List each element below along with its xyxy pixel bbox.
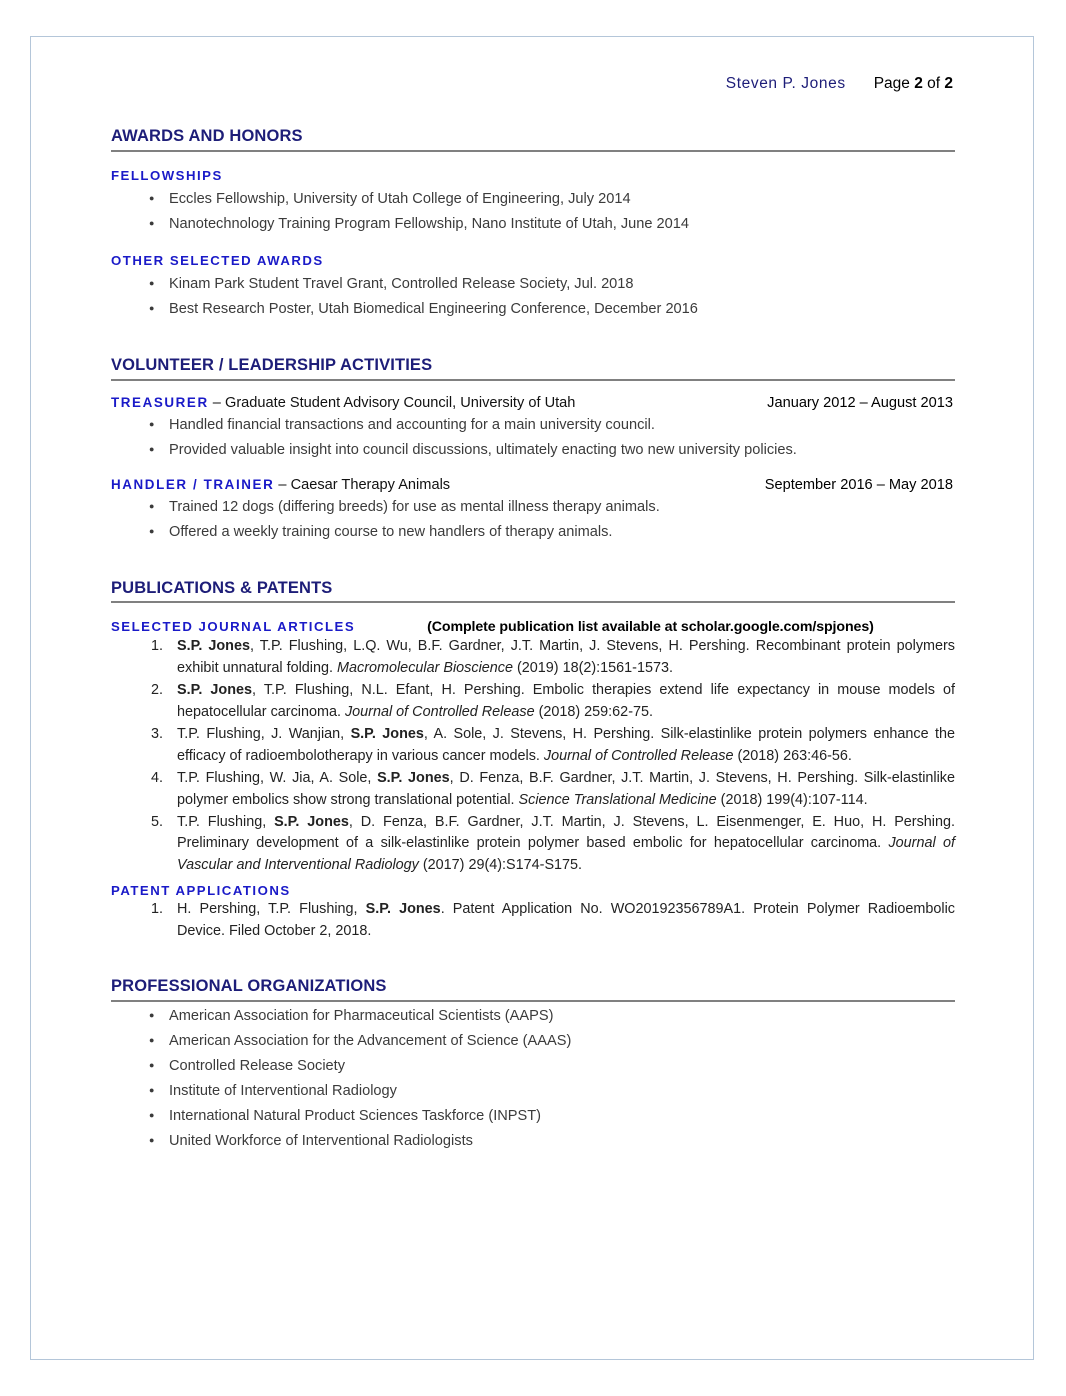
citation-journal-name: Science Translational Medicine xyxy=(518,791,717,808)
section-divider xyxy=(111,1000,955,1002)
citation-self-author: S.P. Jones xyxy=(177,638,250,655)
list-item: ● Provided valuable insight into council discussions, ultimately enacting two new university policies. xyxy=(111,438,955,463)
section-volunteer-leadership xyxy=(111,356,955,544)
citation-volume-pages: (2018) 259:62-75. xyxy=(534,704,653,721)
subheading-other-selected-awards: OTHER SELECTED AWARDS xyxy=(111,253,324,269)
page-label: Page xyxy=(873,75,915,92)
list-item: ● Institute of Interventional Radiology xyxy=(111,1079,955,1104)
citation-journal-name: Journal of Vascular and Interventional Radiology xyxy=(177,835,955,874)
list-item: ● United Workforce of Interventional Radiologists xyxy=(111,1129,955,1154)
section-title-organizations: PROFESSIONAL ORGANIZATIONS xyxy=(111,977,387,996)
list-item: ● International Natural Product Sciences Taskforce (INPST) xyxy=(111,1104,955,1129)
subheading-journal-articles-row xyxy=(111,619,955,635)
citation-authors-title: , D. Fenza, B.F. Gardner, J.T. Martin, J. Stevens, H. Pershing. Silk-elastinlike polymer embolics show strong translational potential. xyxy=(177,769,955,808)
citation-authors-title: . Patent Application No. WO20192356789A1. Protein Polymer Radioembolic Device. Filed October 2, 2018. xyxy=(177,901,955,940)
citation-item xyxy=(111,768,955,812)
citation-authors-title: , A. Sole, J. Stevens, H. Pershing. Silk-elastinlike protein polymers enhance the efficacy of radioembolotherapy in various cancer models. xyxy=(177,726,955,764)
citation-self-author: S.P. Jones xyxy=(350,726,424,743)
header-page-indicator xyxy=(874,75,953,92)
publication-list-note: (Complete publication list available at scholar.google.com/spjones) xyxy=(427,619,874,636)
role-left xyxy=(111,477,450,493)
citation-authors-pre: H. Pershing, T.P. Flushing, xyxy=(177,901,366,918)
citation-authors-title: , D. Fenza, B.F. Gardner, J.T. Martin, J. Stevens, L. Eisenmenger, E. Huo, H. Pershing. Preliminary development of a silk-elastinlike protein polymer based embolic for hepatocellular carcinoma. xyxy=(177,813,956,852)
citation-authors-pre: T.P. Flushing, J. Wanjian, xyxy=(177,726,351,743)
list-item: ● Trained 12 dogs (differing breeds) for use as mental illness therapy animals. xyxy=(111,495,955,520)
page-current: 2 xyxy=(914,75,923,92)
citation-authors-title: , T.P. Flushing, N.L. Efant, H. Pershing. Embolic therapies extend life expectancy in mouse models of hepatocellular carcinoma. xyxy=(177,682,955,721)
citation-self-author: S.P. Jones xyxy=(177,682,253,699)
organizations-list xyxy=(111,1004,955,1155)
section-divider xyxy=(111,601,955,603)
header-candidate-name: Steven P. Jones xyxy=(725,75,846,92)
page-of: of xyxy=(922,75,945,92)
role-organization: Caesar Therapy Animals xyxy=(290,476,451,493)
role-separator: – xyxy=(274,476,291,493)
citation-authors-title: , T.P. Flushing, L.Q. Wu, B.F. Gardner, J.T. Martin, J. Stevens, H. Pershing. Recombinant protein polymers exhibit unnatural folding. xyxy=(177,638,955,677)
list-item: ● Best Research Poster, Utah Biomedical Engineering Conference, December 2016 xyxy=(111,297,955,322)
section-title-publications: PUBLICATIONS & PATENTS xyxy=(111,578,333,597)
subheading-selected-journal-articles: SELECTED JOURNAL ARTICLES xyxy=(111,619,356,635)
journal-articles-list xyxy=(111,636,955,877)
citation-item xyxy=(111,899,955,943)
fellowships-list xyxy=(111,187,955,237)
section-title-awards: AWARDS AND HONORS xyxy=(111,127,303,145)
citation-volume-pages: (2018) 263:46-56. xyxy=(733,747,852,764)
page-total: 2 xyxy=(944,75,953,92)
resume-page xyxy=(30,36,1034,1360)
citation-self-author: S.P. Jones xyxy=(377,769,450,786)
list-item: ● Handled financial transactions and accounting for a main university council. xyxy=(111,413,955,438)
page-content xyxy=(111,75,955,1155)
role-title: HANDLER / TRAINER xyxy=(111,476,275,492)
role-header xyxy=(111,395,955,411)
citation-authors-pre: T.P. Flushing, xyxy=(177,813,275,830)
role-dates: January 2012 – August 2013 xyxy=(767,395,953,412)
subheading-fellowships: FELLOWSHIPS xyxy=(111,167,223,183)
role-dates: September 2016 – May 2018 xyxy=(764,476,953,493)
citation-volume-pages: (2017) 29(4):S174-S175. xyxy=(418,857,583,874)
list-item: ● Kinam Park Student Travel Grant, Controlled Release Society, Jul. 2018 xyxy=(111,272,955,297)
list-item: ● Nanotechnology Training Program Fellowship, Nano Institute of Utah, June 2014 xyxy=(111,212,955,237)
running-header xyxy=(111,75,955,93)
section-awards-and-honors xyxy=(111,127,955,322)
citation-volume-pages: (2018) 199(4):107-114. xyxy=(716,791,868,808)
citation-authors-pre: T.P. Flushing, W. Jia, A. Sole, xyxy=(177,769,378,786)
citation-journal-name: Journal of Controlled Release xyxy=(543,747,734,764)
citation-self-author: S.P. Jones xyxy=(274,813,349,830)
other-awards-list xyxy=(111,272,955,322)
list-item: ● American Association for the Advancement of Science (AAAS) xyxy=(111,1029,955,1054)
role-organization: Graduate Student Advisory Council, University of Utah xyxy=(224,395,576,412)
role-separator: – xyxy=(208,395,225,412)
citation-item xyxy=(111,724,955,768)
role-bullets xyxy=(111,495,955,545)
section-divider xyxy=(111,150,955,152)
citation-item xyxy=(111,812,955,878)
list-item: ● Offered a weekly training course to new handlers of therapy animals. xyxy=(111,520,955,545)
role-left xyxy=(111,395,575,411)
patent-applications-list xyxy=(111,899,955,943)
citation-volume-pages: (2019) 18(2):1561-1573. xyxy=(512,660,673,677)
section-divider xyxy=(111,379,955,381)
section-publications-patents xyxy=(111,579,955,944)
list-item: ● American Association for Pharmaceutical Scientists (AAPS) xyxy=(111,1004,955,1029)
list-item: ● Eccles Fellowship, University of Utah College of Engineering, July 2014 xyxy=(111,187,955,212)
citation-item xyxy=(111,680,955,724)
section-professional-organizations xyxy=(111,977,955,1155)
citation-item xyxy=(111,636,955,680)
subheading-patent-applications: PATENT APPLICATIONS xyxy=(111,883,291,899)
citation-self-author: S.P. Jones xyxy=(365,901,441,918)
citation-journal-name: Journal of Controlled Release xyxy=(344,704,535,721)
section-title-volunteer: VOLUNTEER / LEADERSHIP ACTIVITIES xyxy=(111,356,433,375)
role-bullets xyxy=(111,413,955,463)
list-item: ● Controlled Release Society xyxy=(111,1054,955,1079)
role-header xyxy=(111,477,955,493)
citation-journal-name: Macromolecular Bioscience xyxy=(337,660,513,677)
role-title: TREASURER xyxy=(111,395,209,411)
